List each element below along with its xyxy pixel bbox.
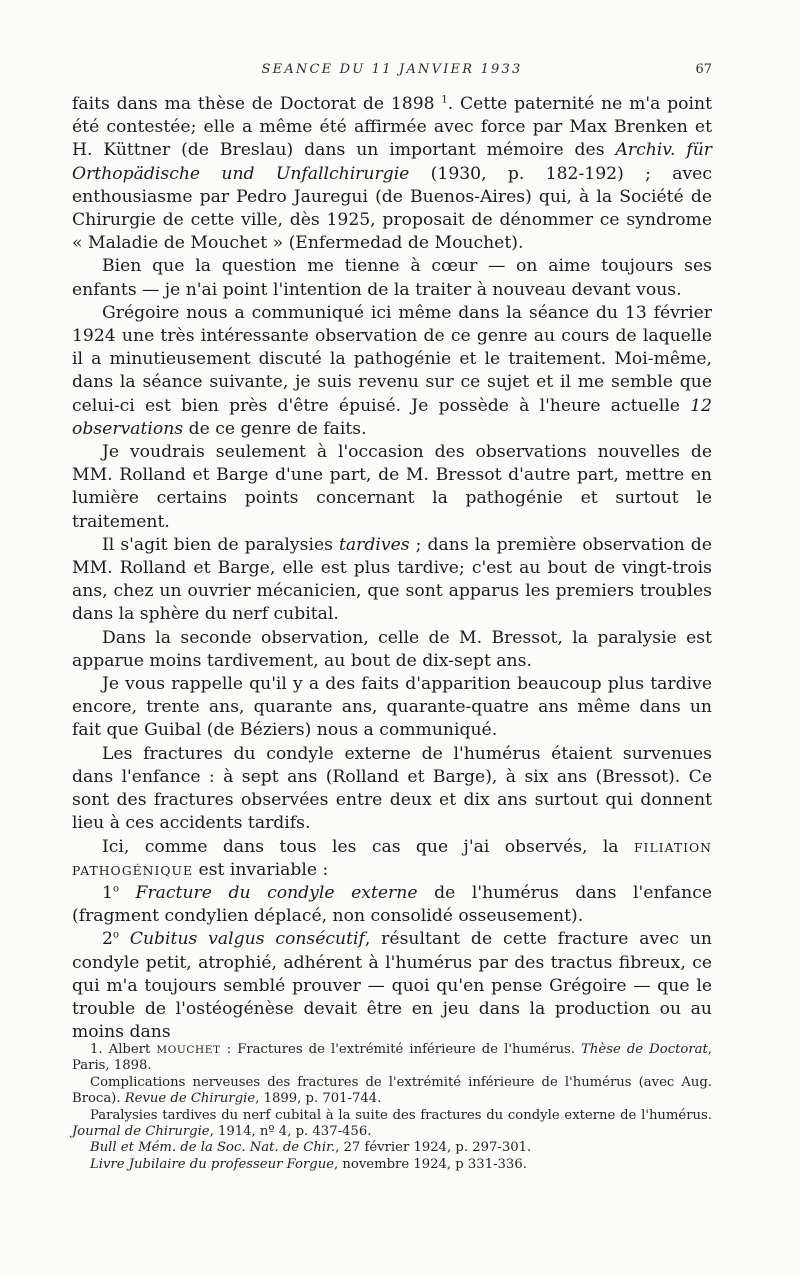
footnote-5: Livre Jubilaire du professeur Forgue, novembre 1924, p 331-336. bbox=[90, 1156, 527, 1172]
paragraph-7: Je vous rappelle qu'il y a des faits d'apparition beaucoup plus tardive encore, trente ans, quarante ans, quarante-quatre ans même dans un fait que Guibal (de Béziers) nous a communiqué. bbox=[72, 674, 712, 741]
journal-title: Archiv. für Orthopädische und Unfallchirurgie bbox=[72, 140, 712, 184]
page-number: 67 bbox=[695, 62, 712, 77]
paragraph-8: Les fractures du condyle externe de l'humérus étaient survenues dans l'enfance : à sept ans (Rolland et Barge), à six ans (Bressot). Ce sont des fractures observées entre deux et dix ans surtout qui donnent lieu à ces accidents tardifs. bbox=[72, 743, 712, 834]
emphasis: tardives bbox=[339, 534, 410, 555]
footnote-4: Bull et Mém. de la Soc. Nat. de Chir., 27 février 1924, p. 297-301. bbox=[90, 1140, 532, 1156]
paragraph-4: Je voudrais seulement à l'occasion des observations nouvelles de MM. Rolland et Barge d'une part, de M. Bressot d'autre part, mettre en lumière certains points concernant la pathogénie et surtout le traitement. bbox=[72, 442, 712, 532]
paragraph-6: Dans la seconde observation, celle de M. Bressot, la paralysie est apparue moins tardivement, au bout de dix-sept ans. bbox=[72, 627, 712, 671]
list-item-1: 1$^o$ Fracture du condyle externe de l'humérus dans l'enfance (fragment condylien déplacé, non consolidé osseusement). bbox=[72, 882, 712, 927]
list-item-2: 2$^o$ Cubitus valgus consécutif, résultant de cette fracture avec un condyle petit, atrophié, adhérent à l'humérus par des tractus fibreux, ce qui m'a toujours semblé prouver — quoi qu'en pense Grégoire — que le trouble de l'ostéogénèse devait être en jeu dans la production ou au moins dans bbox=[72, 929, 712, 1043]
paragraph-9: Ici, comme dans tous les cas que j'ai observés, la FILIATION PATHOGÉNIQUE est invariable : bbox=[72, 836, 712, 880]
main-text bbox=[72, 93, 712, 1044]
paragraph-1: faits dans ma thèse de Doctorat de 1898 $^1$. Cette paternité ne m'a point été contestée; elle a même été affirmée avec force par Max Brenken et H. Küttner (de Breslau) dans un important mémoire des Archiv. für Orthopädische und Unfallchirurgie (1930, p. 182-192) ; avec enthousiasme par Pedro Jauregui (de Buenos-Aires) qui, à la Société de Chirurgie de cette ville, dès 1925, proposait de dénommer ce syndrome « Maladie de Mouchet » (Enfermedad de Mouchet). bbox=[72, 94, 712, 254]
footnotes bbox=[72, 1042, 712, 1173]
paragraph-2: Bien que la question me tienne à cœur — on aime toujours ses enfants — je n'ai point l'intention de la traiter à nouveau devant vous. bbox=[72, 256, 712, 300]
paragraph-3: Grégoire nous a communiqué ici même dans la séance du 13 février 1924 une très intéressante observation de ce genre au cours de laquelle il a minutieusement discuté la pathogénie et le traitement. Moi-même, dans la séance suivante, je suis revenu sur ce sujet et il me semble que celui-ci est bien près d'être épuisé. Je possède à l'heure actuelle 12 observations de ce genre de faits. bbox=[72, 302, 712, 439]
footnote-2: Complications nerveuses des fractures de l'extrémité inférieure de l'humérus (avec Aug. Broca). Revue de Chirurgie, 1899, p. 701-744. bbox=[72, 1074, 712, 1107]
running-title: SEANCE DU 11 JANVIER 1933 bbox=[261, 62, 523, 77]
footnote-1: 1. Albert MOUCHET : Fractures de l'extrémité inférieure de l'humérus. Thèse de Doctorat, Paris, 1898. bbox=[72, 1042, 712, 1074]
emphasis: 12 observations bbox=[72, 395, 712, 439]
footnote-ref[interactable]: 1 bbox=[441, 94, 448, 106]
footnote-3: Paralysies tardives du nerf cubital à la suite des fractures du condyle externe de l'humérus. Journal de Chirurgie, 1914, nº 4, p. 437-456. bbox=[72, 1107, 712, 1140]
running-header bbox=[72, 62, 712, 84]
paragraph-5: Il s'agit bien de paralysies tardives ; dans la première observation de MM. Rolland et Barge, elle est plus tardive; c'est au bout de vingt-trois ans, chez un ouvrier mécanicien, que sont apparus les premiers troubles dans la sphère du nerf cubital. bbox=[72, 534, 712, 625]
small-caps-term: FILIATION PATHOGÉNIQUE bbox=[72, 839, 712, 878]
